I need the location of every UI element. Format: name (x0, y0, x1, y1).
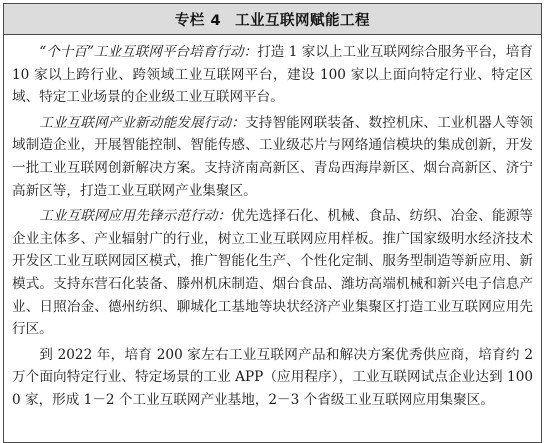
paragraph-text: 到 2022 年，培育 200 家左右工业互联网产品和解决方案优秀供应商，培育约 2 万个面向特定行业、特定场景的工业 APP（应用程序），工业互联网试点企业达到 1000 家，形成 1－2 个工业互联网产业基地，2－3 个省级工业互联网应用集聚区。 (12, 346, 533, 408)
column-title: 工业互联网赋能工程 (235, 12, 371, 29)
paragraph-lead: 工业互联网产业新动能发展行动： (39, 114, 245, 131)
paragraph-platform (12, 41, 533, 109)
column-header (4, 4, 541, 35)
paragraph-text: 打造 1 家以上工业互联网综合服务平台，培育 10 家以上跨行业、跨领域工业互联网平台，建设 100 家以上面向特定行业、特定区域、特定工业场景的企业级工业互联网平台。 (12, 44, 533, 106)
column-label: 专栏 4 (174, 12, 222, 29)
paragraph-text: 优先选择石化、机械、食品、纺织、冶金、能源等企业主体多、产业辐射广的行业，树立工业互联网应用样板。推广国家级明水经济技术开发区工业互联网园区模式，推广智能化生产、个性化定制、服务型制造等新应用、新模式。支持东营石化装备、滕州机床制造、烟台食品、潍坊高端机械和新兴电子信息产业、日照冶金、德州纺织、聊城化工基地等块状经济产业集聚区打造工业互联网应用先行区。 (12, 208, 534, 338)
paragraph-text: 支持智能网联装备、数控机床、工业机器人等领域制造企业，开展智能控制、智能传感、工业级芯片与网络通信模块的集成创新，开发一批工业互联网创新解决方案。支持济南高新区、青岛西海岸新区、烟台高新区、济宁高新区等，打造工业互联网产业集聚区。 (12, 114, 534, 199)
paragraph-lead: “个十百”工业互联网平台培育行动： (39, 44, 258, 60)
column-box (3, 3, 542, 443)
paragraph-industry (12, 112, 533, 202)
paragraph-application (12, 205, 533, 341)
paragraph-targets (12, 344, 533, 412)
column-body (4, 35, 541, 412)
paragraph-lead: 工业互联网应用先锋示范行动： (39, 208, 232, 225)
